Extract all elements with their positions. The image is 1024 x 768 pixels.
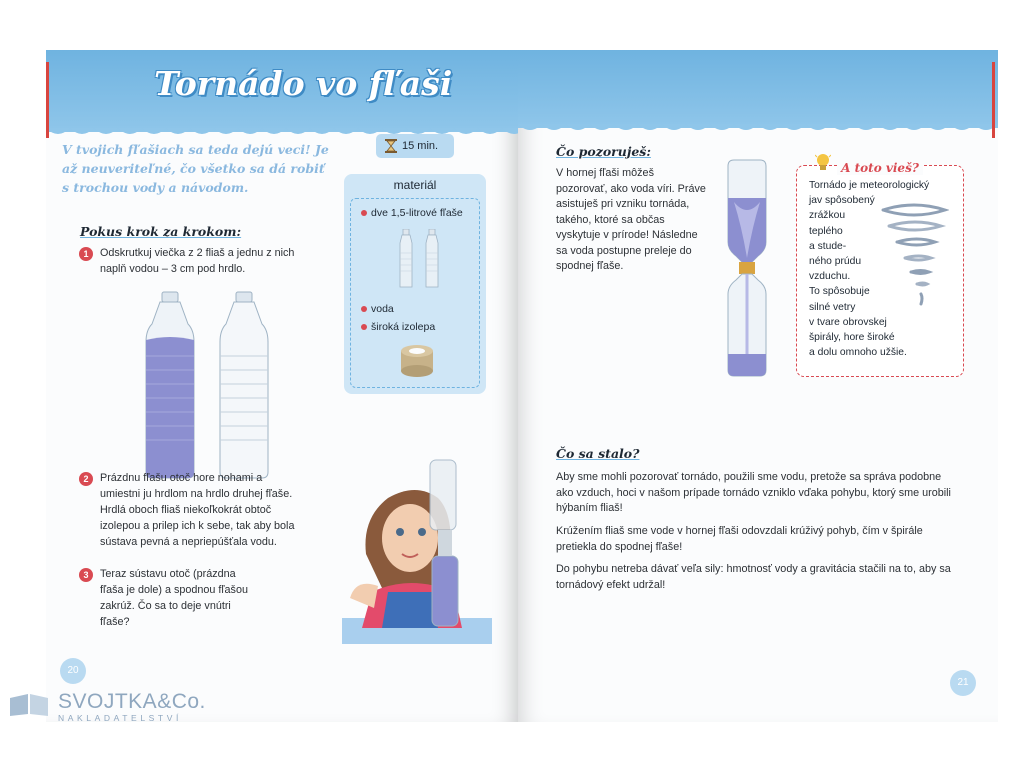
bullet-dot <box>361 210 367 216</box>
material-title: materiál <box>393 178 437 192</box>
material-item: dve 1,5-litrové fľaše <box>361 207 463 219</box>
right-page <box>518 50 998 722</box>
step-text: Prázdnu fľašu otoč hore nohami a umiestni ju hrdlom na hrdlo druhej fľaše. Hrdlá oboch fliaš niekoľkokrát obtoč izolepou a prilep ich k sebe, tak aby bola sústava pevná a nepriepúšťala vodu. <box>100 472 295 548</box>
publisher-name: SVOJTKA&Co. <box>58 690 206 713</box>
left-page <box>46 50 518 722</box>
bullet-dot <box>361 324 367 330</box>
fact-text: Tornádo je meteorologický jav spôsobený zrážkou teplého a stude- ného prúdu vzduchu. To spôsobuje silné vetry v tvare obrovskej špirály, hore široké a dolu omnoho užšie. <box>809 180 930 359</box>
observe-text: V hornej fľaši môžeš pozorovať, ako voda víri. Práve asistuješ pri vzniku tornáda, takého, ktoré sa občas vyskytuje v prírode! Následne sa voda postupne preleje do spodnej fľaše. <box>556 167 706 272</box>
result-paragraph: Do pohybu netreba dávať veľa sily: hmotnosť vody a gravitácia stačili na to, aby sa tornádový efekt udržal! <box>556 563 951 591</box>
result-paragraph: Krúžením fliaš sme vode v hornej fľaši odovzdali krúživý pohyb, čím v špirále pretiekla do spodnej fľaše! <box>556 525 923 553</box>
red-page-edge <box>992 62 995 138</box>
step-number: 3 <box>79 568 93 582</box>
hourglass-icon <box>385 139 397 153</box>
material-item: široká izolepa <box>361 321 435 333</box>
material-list <box>350 198 480 388</box>
step-number: 1 <box>79 247 93 261</box>
step-text: Odskrutkuj viečka z 2 fliaš a jednu z nich naplň vodou – 3 cm pod hrdlo. <box>100 247 295 275</box>
time-label: 15 min. <box>402 140 439 152</box>
page-number: 20 <box>60 658 86 684</box>
bullet-dot <box>361 306 367 312</box>
tape-roll-image <box>399 341 435 379</box>
connected-bottles-illustration <box>724 158 770 378</box>
publisher-logo <box>8 690 208 726</box>
time-badge <box>376 134 454 158</box>
publisher-subtitle: NAKLADATELSTVÍ <box>58 713 182 723</box>
steps-heading: Pokus krok za krokom: <box>80 224 242 239</box>
observe-heading: Čo pozoruješ: <box>556 144 651 159</box>
material-item: voda <box>361 303 394 315</box>
red-page-edge <box>46 62 49 138</box>
book-logo-icon <box>8 692 50 718</box>
result-paragraph: Aby sme mohli pozorovať tornádo, použili sme vodu, pretože sa správa podobne ako vzduch, hoci v našom prípade tornádo vzniklo vďaka pohybu, ktorý sme urobili hýbaním fliaš! <box>556 471 951 514</box>
tornado-image <box>879 202 949 308</box>
fact-title: A toto vieš? <box>797 157 963 176</box>
step-number: 2 <box>79 472 93 486</box>
page-number: 21 <box>950 670 976 696</box>
intro-text: V tvojich fľašiach sa teda dejú veci! Je až neuveriteľné, čo všetko sa dá robiť s trochou vody a návodom. <box>62 142 329 195</box>
material-box <box>344 174 486 394</box>
wave-border <box>518 124 998 136</box>
girl-with-bottles-illustration <box>342 458 492 644</box>
bottles-illustration <box>142 290 278 480</box>
fact-box <box>796 161 964 377</box>
title-band <box>518 50 998 128</box>
two-bottles-image <box>395 229 451 289</box>
book-spread <box>46 50 998 722</box>
result-heading: Čo sa stalo? <box>556 446 640 461</box>
step-text: Teraz sústavu otoč (prázdna fľaša je dole) a spodnou fľašou zakrúž. Čo sa to deje vnútri fľaše? <box>100 568 248 628</box>
page-title: Tornádo vo fľaši <box>154 64 453 103</box>
